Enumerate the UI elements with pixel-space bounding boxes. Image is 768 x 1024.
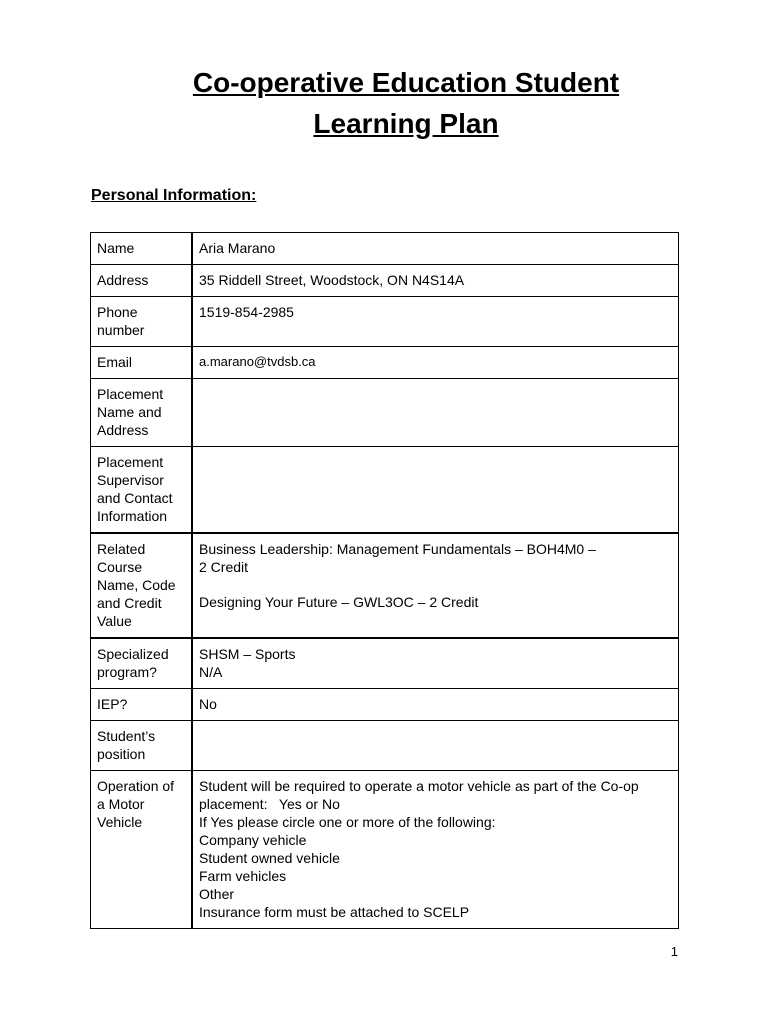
label-specialized-line-1: Specialized [97,646,169,662]
value-students-position [192,721,679,771]
label-course-line-1: Related [97,541,146,557]
table-row-students-position [91,721,679,771]
table-row-name [91,233,679,265]
label-related-course [91,533,193,638]
personal-information-table [90,232,679,929]
vehicle-line-6: Farm vehicles [199,868,287,884]
specialized-line-2: N/A [199,664,223,680]
course-gap [199,576,672,593]
table-row-placement-supervisor [91,447,679,534]
label-vehicle-line-1: Operation of [97,778,175,794]
label-position-line-2: position [97,746,146,762]
course-line-3: Designing Your Future – GWL3OC – 2 Credit [199,594,479,610]
vehicle-line-7: Other [199,886,235,902]
label-email: Email [91,347,193,379]
vehicle-line-1: Student will be required to operate a motor vehicle as part of the Co-op [199,778,639,794]
vehicle-line-5: Student owned vehicle [199,850,340,866]
value-iep: No [192,689,679,721]
label-vehicle-line-2: a Motor [97,796,145,812]
label-supervisor-line-3: and Contact [97,490,173,506]
label-placement-supervisor [91,447,193,534]
label-phone-line-2: number [97,322,145,338]
label-specialized-line-2: program? [97,664,157,680]
course-line-1: Business Leadership: Management Fundamentals – BOH4M0 – [199,541,596,557]
label-placement-name-address [91,379,193,447]
value-name: Aria Marano [192,233,679,265]
label-placement-line-1: Placement [97,386,164,402]
value-address: 35 Riddell Street, Woodstock, ON N4S14A [192,265,679,297]
label-course-line-3: Name, Code [97,577,176,593]
value-specialized-program [192,638,679,689]
course-line-2: 2 Credit [199,559,249,575]
page-number: 1 [670,944,678,959]
table-row-motor-vehicle [91,771,679,929]
value-placement-name-address [192,379,679,447]
value-motor-vehicle [192,771,679,929]
label-course-line-2: Course [97,559,143,575]
label-placement-line-3: Address [97,422,149,438]
label-position-line-1: Student’s [97,728,156,744]
vehicle-line-4: Company vehicle [199,832,307,848]
value-email: a.marano@tvdsb.ca [192,347,679,379]
value-phone: 1519-854-2985 [192,297,679,347]
label-motor-vehicle [91,771,193,929]
table-row-email [91,347,679,379]
title-line-1: Co-operative Education Student [192,67,620,98]
table-row-iep [91,689,679,721]
label-supervisor-line-2: Supervisor [97,472,164,488]
label-phone-line-1: Phone [97,304,138,320]
label-vehicle-line-3: Vehicle [97,814,143,830]
label-phone [91,297,193,347]
document-title [0,62,768,144]
label-placement-line-2: Name and [97,404,162,420]
value-related-course [192,533,679,638]
value-placement-supervisor [192,447,679,534]
vehicle-line-3: If Yes please circle one or more of the following: [199,814,496,830]
table-row-placement-name-address [91,379,679,447]
vehicle-line-2: placement: Yes or No [199,796,340,812]
vehicle-line-8: Insurance form must be attached to SCELP [199,904,470,920]
label-supervisor-line-4: Information [97,508,168,524]
label-address: Address [91,265,193,297]
section-heading-personal-information: Personal Information: [91,187,257,204]
table-row-address [91,265,679,297]
label-iep: IEP? [91,689,193,721]
table-row-phone [91,297,679,347]
label-course-line-5: Value [97,613,132,629]
label-name: Name [91,233,193,265]
table-row-specialized-program [91,638,679,689]
label-course-line-4: and Credit [97,595,162,611]
title-line-2: Learning Plan [313,108,499,139]
specialized-line-1: SHSM – Sports [199,646,296,662]
label-students-position [91,721,193,771]
label-specialized-program [91,638,193,689]
table-row-related-course [91,533,679,638]
label-supervisor-line-1: Placement [97,454,164,470]
